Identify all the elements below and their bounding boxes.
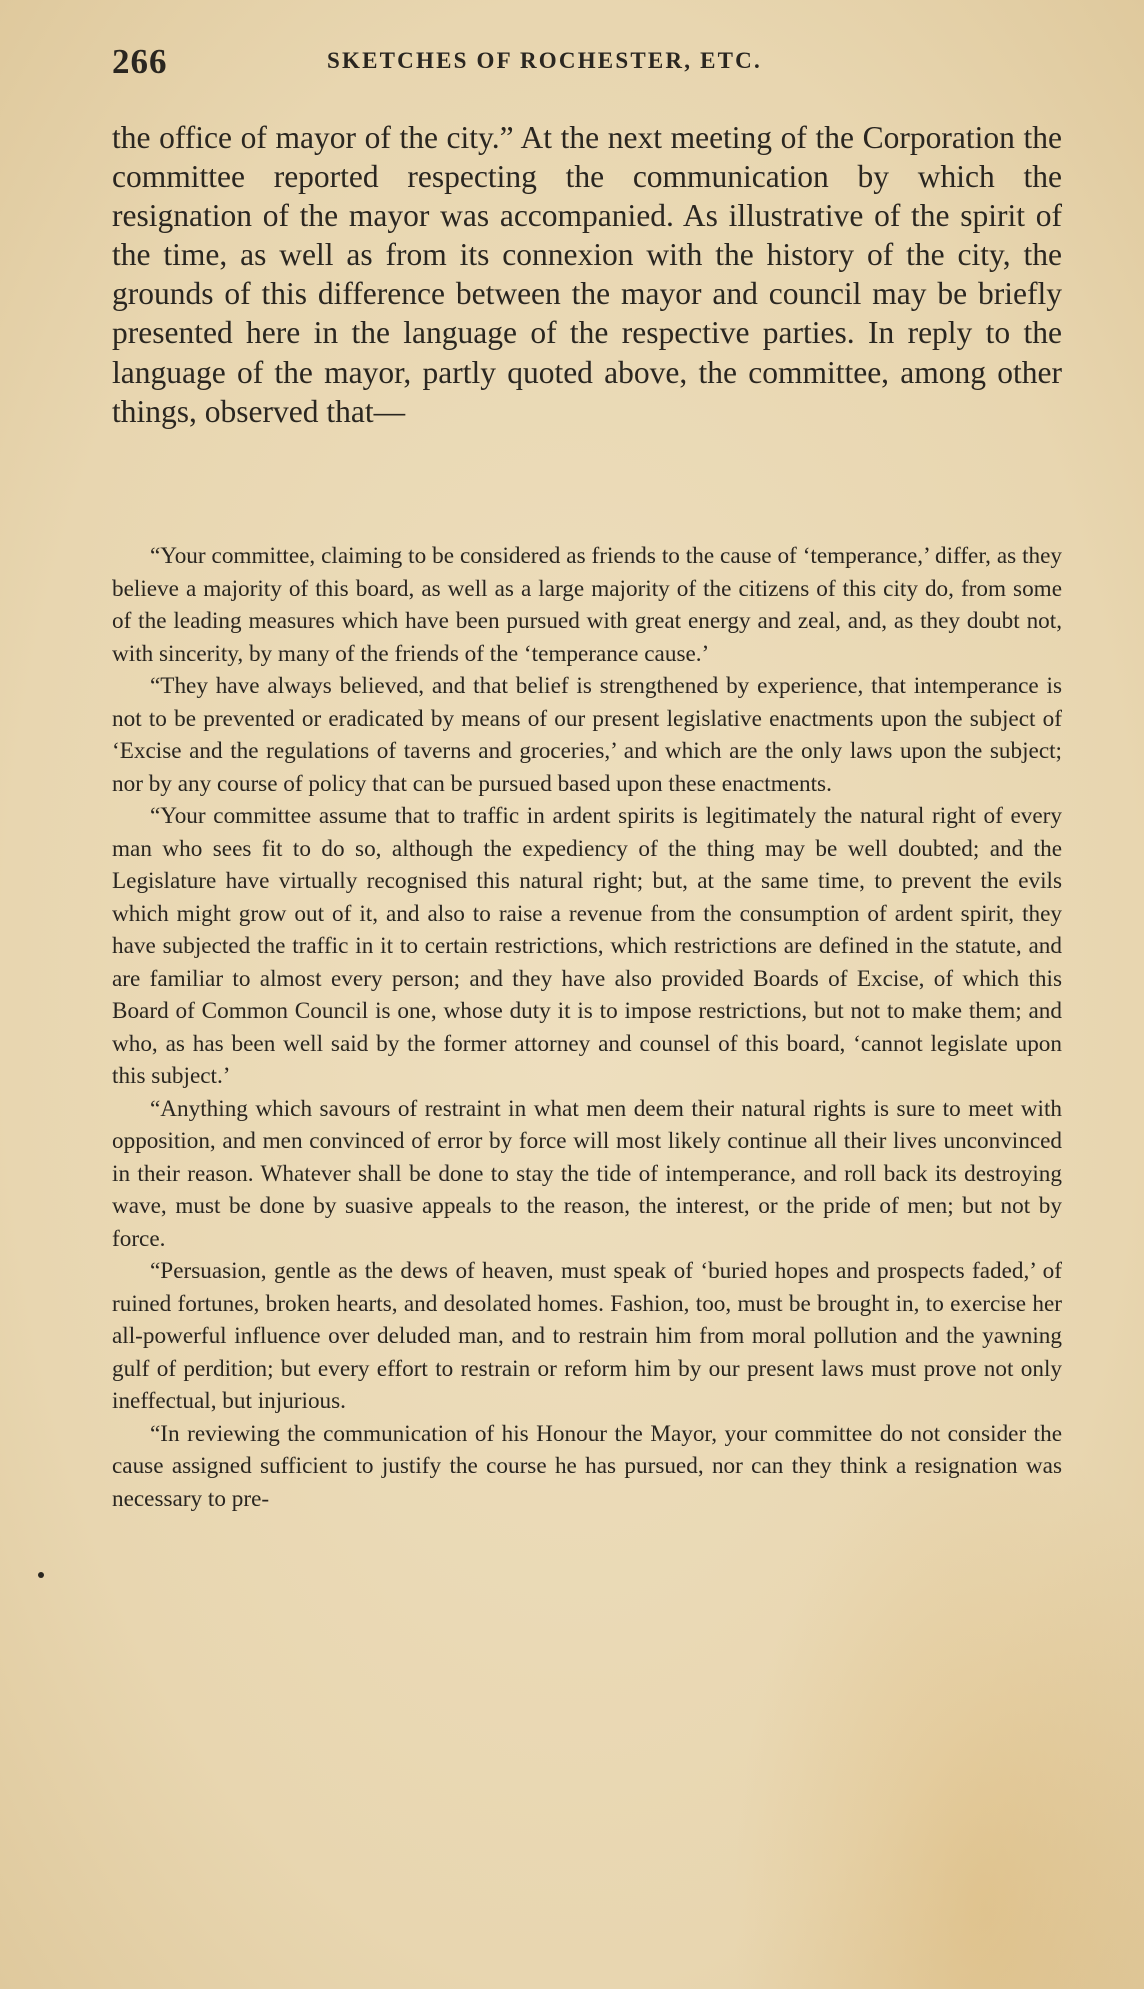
quote-paragraph: “Anything which savours of restraint in what men deem their natural rights is sure to meet with opposition, and men convinced of error by force will most likely continue all their lives unconvinced in their reason. Whatever shall be done to stay the tide of intemperance, and roll back its destroying wave, must be done by suasive appeals to the reason, the interest, or the pride of men; but not by force. [112,1095,1062,1252]
margin-mark [38,1572,44,1578]
opening-paragraph: the office of mayor of the city.” At the next meeting of the Corporation the committee reported respecting the communication by which the resignation of the mayor was accompanied. As illustrative of the spirit of the time, as well as from its connexion with the history of the city, the grounds of this difference between the mayor and council may be briefly presented here in the language of the respective parties. In reply to the language of the mayor, partly quoted above, the committee, among other things, observed that— [112,120,1062,429]
quote-paragraph: “Persuasion, gentle as the dews of heaven, must speak of ‘buried hopes and prospects faded,’ of ruined fortunes, broken hearts, and desolated homes. Fashion, too, must be brought in, to exercise her all-powerful influence over deluded man, and to restrain him from moral pollution and the yawning gulf of perdition; but every effort to restrain or reform him by our present laws must prove not only ineffectual, but injurious. [112,1258,1062,1414]
committee-report-quote [112,540,1062,1515]
quote-paragraph: “They have always believed, and that belief is strengthened by experience, that intemperance is not to be prevented or eradicated by means of our present legislative enactments upon the subject of ‘Excise and the regulations of taverns and groceries,’ and which are the only laws upon the subject; nor by any course of policy that can be pursued based upon these enactments. [112,673,1062,797]
quote-paragraph: “In reviewing the communication of his Honour the Mayor, your committee do not consider the cause assigned sufficient to justify the course he has pursued, nor can they think a resignation was necessary to pre- [112,1420,1062,1512]
quote-paragraph: “Your committee, claiming to be considered as friends to the cause of ‘temperance,’ differ, as they believe a majority of this board, as well as a large majority of the citizens of this city do, from some of the leading measures which have been pursued with great energy and zeal, and, as they doubt not, with sincerity, by many of the friends of the ‘temperance cause.’ [112,543,1062,667]
running-title: SKETCHES OF ROCHESTER, ETC. [327,48,762,73]
page-number: 266 [112,42,168,81]
running-head [112,42,1062,86]
quote-paragraph: “Your committee assume that to traffic in ardent spirits is legitimately the natural right of every man who sees fit to do so, although the expediency of the thing may be well doubted; and the Legislature have virtually recognised this natural right; but, at the same time, to prevent the evils which might grow out of it, and also to raise a revenue from the consumption of ardent spirit, they have subjected the traffic in it to certain restrictions, which restrictions are defined in the statute, and are familiar to almost every person; and they have also provided Boards of Excise, of which this Board of Common Council is one, whose duty it is to impose restrictions, but not to make them; and who, as has been well said by the former attorney and counsel of this board, ‘cannot legislate upon this subject.’ [112,803,1062,1089]
